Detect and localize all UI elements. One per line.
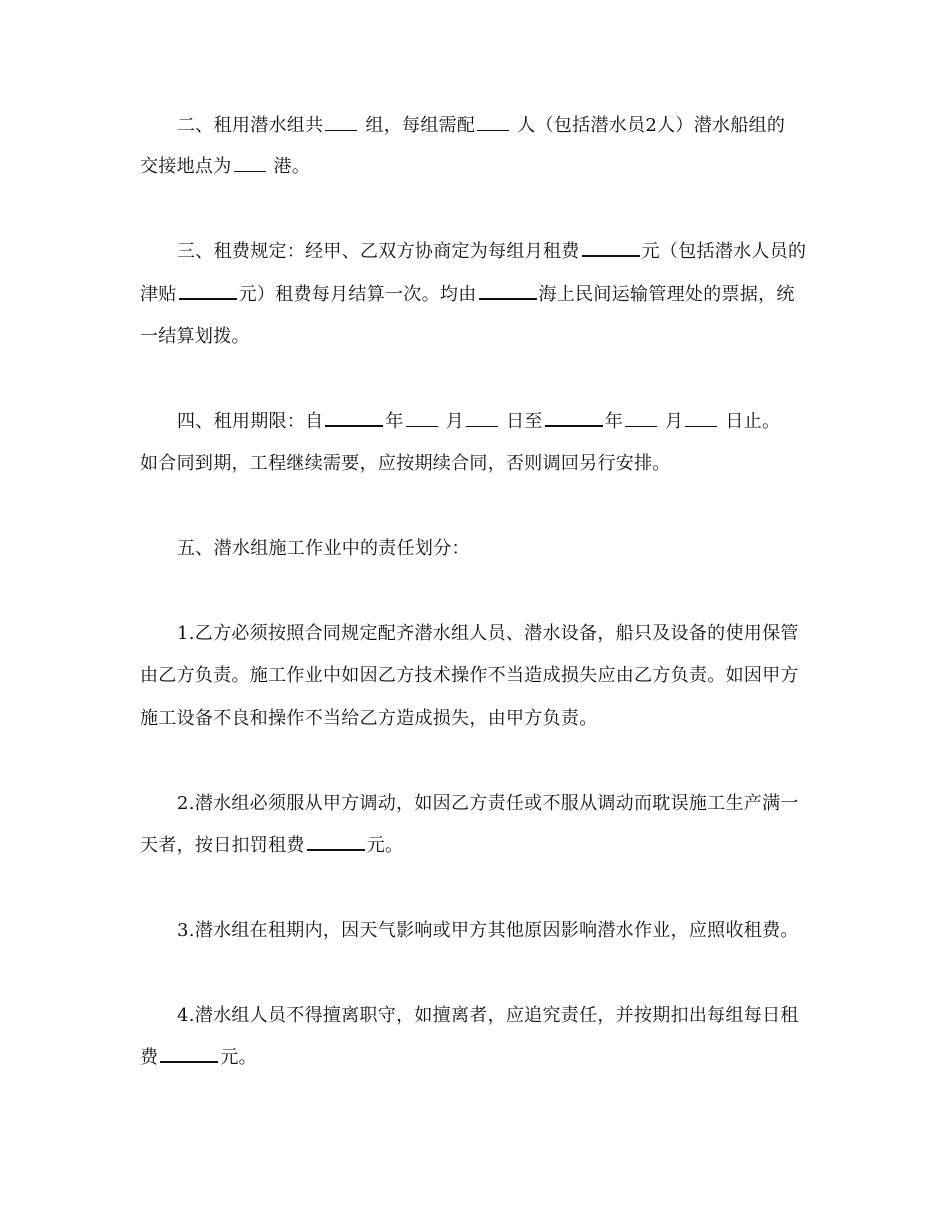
text: 年 [604, 411, 624, 432]
text: 津贴 [140, 284, 177, 305]
fill-blank [479, 297, 537, 300]
text: 元（包括潜水人员的 [641, 241, 807, 262]
text: 费 [140, 1047, 159, 1068]
text: 海上民间运输管理处的票据，统 [538, 284, 795, 305]
item-4-line-1 [177, 1004, 820, 1028]
text: 元。 [366, 835, 404, 856]
fill-blank [545, 424, 603, 427]
item-1-line-2 [140, 664, 820, 688]
text: 人（包括潜水员2人）潜水船组的 [517, 115, 786, 136]
text: 元。 [220, 1047, 257, 1068]
section-5-title [177, 537, 820, 561]
fill-blank [466, 425, 498, 427]
section-4-line-1 [177, 410, 820, 434]
item-1-line-3 [140, 707, 820, 731]
fill-blank [582, 254, 640, 257]
section-3-line-2 [140, 283, 820, 307]
text: 2.潜水组必须服从甲方调动，如因乙方责任或不服从调动而耽误施工生产满一 [177, 793, 799, 814]
text: 一结算划拨。 [140, 326, 250, 347]
text: 日至 [506, 411, 543, 432]
text: 月 [665, 411, 684, 432]
item-3-line-1 [177, 919, 820, 943]
text: 日止。 [725, 411, 781, 432]
section-3-line-1 [177, 240, 820, 264]
text: 1.乙方必须按照合同规定配齐潜水组人员、潜水设备，船只及设备的使用保管 [177, 623, 799, 644]
item-1-line-1 [177, 622, 820, 646]
item-2-line-2 [140, 834, 820, 858]
section-3-line-3 [140, 325, 820, 349]
fill-blank [477, 129, 509, 131]
item-4-line-2 [140, 1046, 820, 1070]
fill-blank [307, 848, 365, 851]
text: 三、租费规定：经甲、乙双方协商定为每组月租费 [177, 241, 580, 262]
fill-blank [325, 424, 383, 427]
text: 月 [445, 411, 465, 432]
text: 3.潜水组在租期内，因天气影响或甲方其他原因影响潜水作业，应照收租费。 [177, 920, 799, 941]
fill-blank [160, 1060, 218, 1063]
fill-blank [234, 170, 266, 172]
fill-blank [406, 425, 438, 427]
text: 4.潜水组人员不得擅离职守，如擅离者，应追究责任，并按期扣出每组每日租 [177, 1005, 799, 1026]
section-2-line-2 [140, 155, 820, 179]
text: 交接地点为 [140, 156, 232, 177]
text: 如合同到期，工程继续需要，应按期续合同，否则调回另行安排。 [140, 453, 671, 474]
section-2-line-1 [177, 114, 820, 138]
item-2-line-1 [177, 792, 820, 816]
text: 天者，按日扣罚租费 [140, 835, 305, 856]
text: 由乙方负责。施工作业中如因乙方技术操作不当造成损失应由乙方负责。如因甲方 [140, 665, 799, 686]
text: 年 [385, 411, 404, 432]
section-heading: 五、潜水组施工作业中的责任划分： [177, 538, 470, 559]
text: 港。 [273, 156, 311, 177]
text: 二、租用潜水组共 [177, 115, 324, 136]
text: 四、租用期限：自 [177, 411, 324, 432]
fill-blank [625, 425, 657, 427]
section-4-line-2 [140, 452, 820, 476]
fill-blank [325, 129, 357, 131]
text: 组，每组需配 [365, 115, 476, 136]
fill-blank [179, 297, 237, 300]
text: 施工设备不良和操作不当给乙方造成损失，由甲方负责。 [140, 708, 598, 729]
text: 元）租费每月结算一次。均由 [238, 284, 477, 305]
fill-blank [685, 425, 717, 427]
